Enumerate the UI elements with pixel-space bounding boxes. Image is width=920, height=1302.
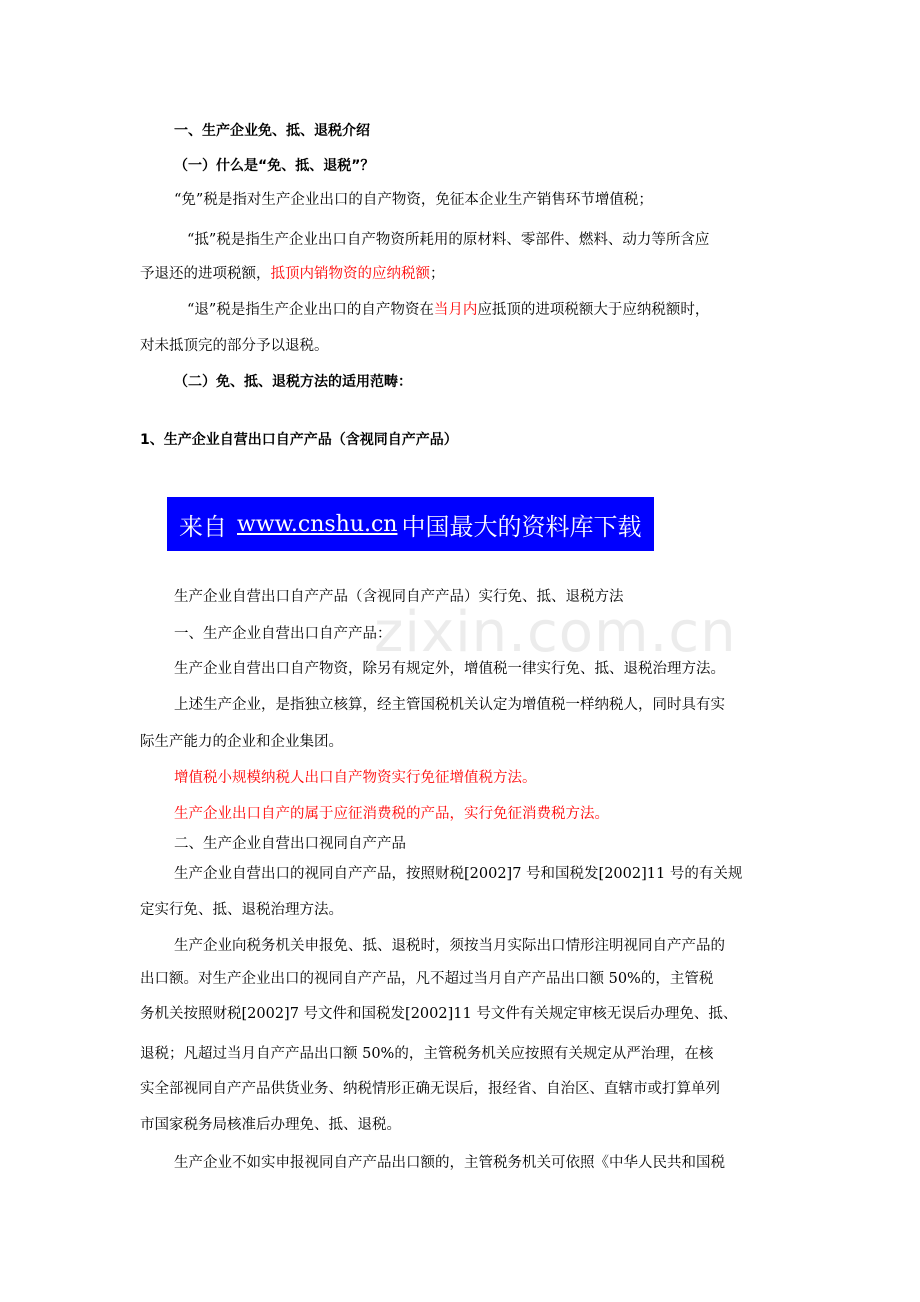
paragraph-s5-line1: 生产企业不如实申报视同自产产品出口额的，主管税务机关可依照《中华人民共和国税	[174, 1155, 725, 1171]
highlight-text: 当月内	[433, 302, 478, 318]
text-segment: 应抵顶的进项税额大于应纳税额时，	[477, 302, 710, 318]
paragraph-s2-line1: 上述生产企业，是指独立核算，经主管国税机关认定为增值税一样纳税人，同时具有实	[174, 697, 725, 713]
paragraph-s4-line2: 出口额。对生产企业出口的视同自产产品，凡不超过当月自产产品出口额 50%的，主管税	[140, 971, 714, 987]
paragraph-s4-line3: 务机关按照财税[2002]7 号文件和国税发[2002]11 号文件有关规定审核无误后办理免、抵、	[140, 1006, 738, 1022]
paragraph-s4-line4: 退税；凡超过当月自产产品出口额 50%的，主管税务机关应按照有关规定从严治理，在核	[140, 1046, 714, 1062]
paragraph-di-line2	[140, 264, 445, 284]
paragraph-mian: “免”税是指对生产企业出口的自产物资，免征本企业生产销售环节增值税；	[174, 192, 653, 208]
banner-url-link[interactable]: www.cnshu.cn	[237, 511, 398, 537]
source-banner	[167, 497, 654, 551]
text-segment: ；	[430, 266, 445, 282]
paragraph-tui-line1	[187, 300, 709, 320]
paragraph-s3-line2: 定实行免、抵、退税治理方法。	[140, 902, 343, 918]
text-segment: “退”税是指生产企业出口的自产物资在	[187, 302, 434, 318]
highlight-consumption-tax: 生产企业出口自产的属于应征消费税的产品，实行免征消费税方法。	[174, 806, 609, 822]
section-two-heading: 二、生产企业自营出口视同自产产品	[174, 836, 406, 852]
paragraph-s1: 生产企业自营出口自产物资，除另有规定外，增值税一律实行免、抵、退税治理方法。	[174, 661, 725, 677]
paragraph-tui-line2: 对未抵顶完的部分予以退税。	[140, 338, 329, 354]
banner-prefix: 来自	[179, 512, 227, 541]
highlight-text: 抵顶内销物资的应纳税额	[270, 266, 430, 282]
paragraph-di-line1: “抵”税是指生产企业出口自产物资所耗用的原材料、零部件、燃料、动力等所含应	[187, 232, 710, 248]
section-one-heading: 一、生产企业自营出口自产产品：	[174, 626, 392, 642]
paragraph-s2-line2: 际生产能力的企业和企业集团。	[140, 734, 343, 750]
banner-suffix: 中国最大的资料库下载	[401, 512, 642, 541]
paragraph-s3-line1: 生产企业自营出口的视同自产产品，按照财税[2002]7 号和国税发[2002]11 号的有关规	[174, 866, 743, 882]
paragraph-s4-line1: 生产企业向税务机关申报免、抵、退税时，须按当月实际出口情形注明视同自产产品的	[174, 938, 725, 954]
highlight-small-taxpayer: 增值税小规模纳税人出口自产物资实行免征增值税方法。	[174, 770, 537, 786]
subheading-item-1: 1、生产企业自营出口自产产品（含视同自产产品）	[140, 432, 458, 448]
paragraph-s4-line5: 实全部视同自产产品供货业务、纳税情形正确无误后，报经省、自治区、直辖市或打算单列	[140, 1081, 720, 1097]
watermark: zixin.com.cn	[374, 600, 737, 665]
text-segment: 予退还的进项税额，	[140, 266, 271, 282]
section-heading-1: 一、生产企业免、抵、退税介绍	[174, 123, 370, 139]
section-title: 生产企业自营出口自产产品（含视同自产产品）实行免、抵、退税方法	[174, 589, 624, 605]
subheading-scope: （二）免、抵、退税方法的适用范畴：	[174, 374, 412, 390]
paragraph-s4-line6: 市国家税务局核准后办理免、抵、退税。	[140, 1117, 401, 1133]
subheading-what-is: （一）什么是“免、抵、退税”？	[174, 158, 375, 174]
